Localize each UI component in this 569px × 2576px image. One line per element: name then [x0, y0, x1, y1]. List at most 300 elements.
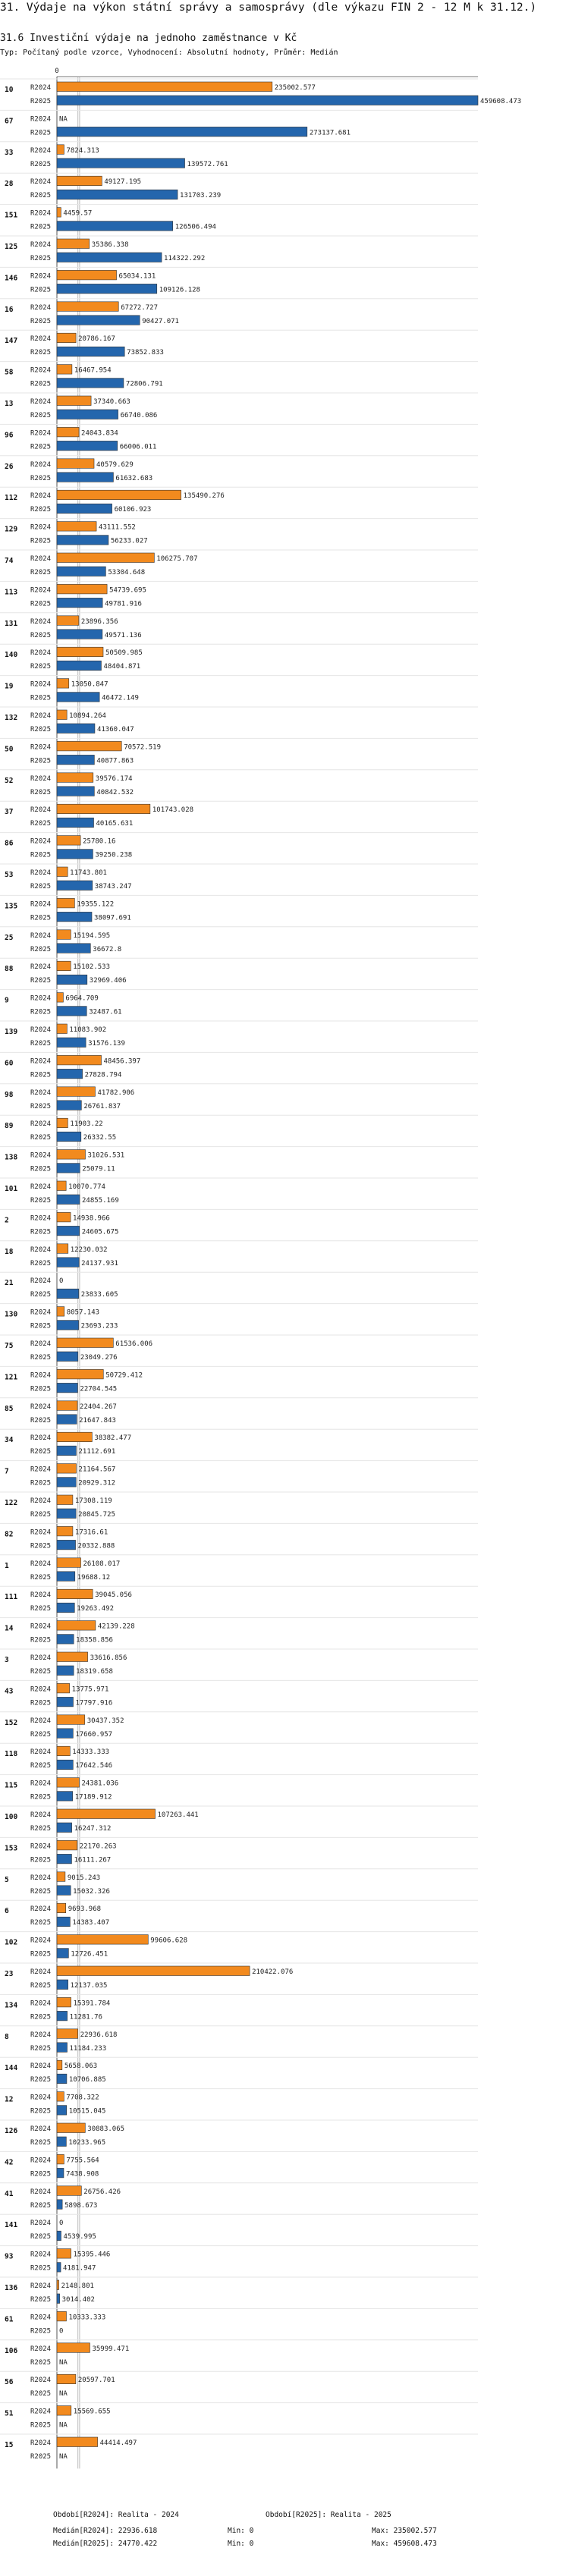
value-label-r2025: 73852.833: [127, 349, 164, 357]
category-label: 100: [5, 1813, 18, 1821]
bar-r2024: [57, 145, 64, 155]
bar-r2025: [57, 1069, 83, 1079]
value-label-r2025: 4539.995: [63, 2233, 96, 2241]
value-label-r2025: 109126.128: [159, 286, 200, 294]
series-label-r2024: R2024: [30, 1089, 52, 1097]
value-label-r2025: 23693.233: [80, 1322, 118, 1330]
bar-r2025: [57, 1258, 79, 1268]
series-label-r2024: R2024: [30, 366, 52, 375]
series-label-r2024: R2024: [30, 241, 52, 249]
series-label-r2025: R2025: [30, 2421, 52, 2430]
bar-r2024: [57, 2280, 59, 2290]
category-label: 50: [5, 745, 14, 754]
series-label-r2024: R2024: [30, 1308, 52, 1317]
category-label: 125: [5, 243, 18, 251]
category-label: 10: [5, 86, 14, 94]
value-label-r2025: 20332.888: [77, 1542, 115, 1550]
bar-r2024: [57, 2092, 64, 2102]
series-label-r2025: R2025: [30, 2358, 52, 2367]
value-label-r2025: 459608.473: [480, 98, 522, 105]
bar-r2024: [57, 1997, 71, 2007]
series-label-r2024: R2024: [30, 2188, 52, 2196]
value-label-r2025: 22704.545: [80, 1385, 118, 1393]
series-label-r2025: R2025: [30, 474, 52, 482]
value-label-r2025: 31576.139: [88, 1040, 125, 1048]
series-label-r2025: R2025: [30, 1919, 52, 1927]
series-label-r2024: R2024: [30, 586, 52, 595]
value-label-r2024: 7708.322: [66, 2094, 99, 2102]
value-label-r2024: 22404.267: [80, 1403, 117, 1411]
category-label: 14: [5, 1624, 14, 1633]
category-label: 112: [5, 494, 18, 503]
bar-r2024: [57, 1935, 148, 1945]
value-label-r2024: 12230.032: [70, 1246, 108, 1254]
series-label-r2025: R2025: [30, 1259, 52, 1268]
legend-r2024: Období[R2024]: Realita - 2024: [53, 2511, 179, 2519]
bar-r2024: [57, 1432, 92, 1442]
series-label-r2025: R2025: [30, 2044, 52, 2053]
series-label-r2024: R2024: [30, 806, 52, 815]
bar-r2024: [57, 2123, 85, 2133]
value-label-r2024: 17316.61: [74, 1528, 108, 1537]
bar-r2025: [57, 912, 92, 922]
category-label: 135: [5, 902, 18, 911]
series-label-r2024: R2024: [30, 2377, 52, 2385]
value-label-r2024: 33616.856: [90, 1654, 127, 1662]
category-label: 53: [5, 871, 14, 879]
bar-r2025: [57, 410, 118, 419]
series-label-r2024: R2024: [30, 335, 52, 344]
bar-r2025: [57, 567, 105, 576]
series-label-r2025: R2025: [30, 2013, 52, 2022]
value-label-r2024: 17308.119: [74, 1497, 112, 1505]
value-label-r2025: 60106.923: [114, 506, 152, 514]
category-label: 1: [5, 1561, 9, 1570]
value-label-r2024: 14938.966: [73, 1214, 110, 1223]
category-label: 134: [5, 2001, 18, 2010]
category-label: 111: [5, 1593, 18, 1602]
series-label-r2024: R2024: [30, 2251, 52, 2259]
series-label-r2024: R2024: [30, 1026, 52, 1034]
series-label-r2025: R2025: [30, 1385, 52, 1393]
series-label-r2025: R2025: [30, 1134, 52, 1142]
min-2025: Min: 0: [228, 2540, 254, 2548]
series-label-r2025: R2025: [30, 1856, 52, 1864]
value-label-r2024: 22170.263: [79, 1842, 117, 1851]
category-label: 13: [5, 400, 14, 408]
value-label-r2024: 135490.276: [183, 492, 225, 501]
bar-r2025: [57, 1478, 76, 1487]
value-label-r2024: 23896.356: [80, 617, 118, 626]
bar-r2024: [57, 2311, 66, 2321]
series-label-r2025: R2025: [30, 2233, 52, 2241]
category-label: 139: [5, 1028, 18, 1036]
series-label-r2024: R2024: [30, 303, 52, 312]
page-title: 31. Výdaje na výkon státní správy a samosprávy (dle výkazu FIN 2 - 12 M k 31.12.): [0, 2, 537, 14]
bar-r2025: [57, 2263, 61, 2273]
series-label-r2024: R2024: [30, 1340, 52, 1348]
category-label: 28: [5, 180, 14, 189]
category-label: 8: [5, 2032, 9, 2041]
value-label-r2024: 50729.412: [105, 1371, 143, 1380]
value-label-r2025: 126506.494: [174, 223, 216, 231]
bar-r2024: [57, 1652, 88, 1662]
bar-r2024: [57, 302, 118, 312]
value-label-r2024: 35386.338: [91, 241, 129, 249]
bar-r2025: [57, 755, 94, 765]
series-label-r2025: R2025: [30, 1699, 52, 1707]
category-label: 152: [5, 1718, 18, 1727]
category-label: 151: [5, 211, 18, 220]
bar-r2024: [57, 1715, 85, 1725]
value-label-r2024: 10333.333: [68, 2314, 106, 2322]
bar-r2025: [57, 2106, 67, 2116]
bar-r2025: [57, 159, 185, 168]
series-label-r2024: R2024: [30, 1371, 52, 1380]
bar-r2025: [57, 850, 93, 859]
value-label-r2024: 30437.352: [86, 1717, 124, 1725]
bar-r2024: [57, 930, 71, 940]
value-label-r2025: 21647.843: [79, 1416, 116, 1425]
category-label: 141: [5, 2221, 18, 2230]
series-label-r2024: R2024: [30, 680, 52, 689]
series-label-r2024: R2024: [30, 146, 52, 155]
bar-r2025: [57, 1792, 73, 1802]
value-label-na: NA: [59, 115, 68, 124]
series-label-r2024: R2024: [30, 963, 52, 972]
category-label: 56: [5, 2378, 14, 2387]
bar-r2025: [57, 1572, 75, 1582]
bar-r2025: [57, 379, 124, 388]
value-label-r2025: 139572.761: [187, 160, 228, 168]
series-label-r2025: R2025: [30, 1636, 52, 1645]
bar-r2024: [57, 1464, 77, 1474]
category-label: 89: [5, 1122, 14, 1131]
value-label-r2024: 20786.167: [78, 335, 115, 344]
series-label-r2025: R2025: [30, 883, 52, 891]
value-label-r2025: 20929.312: [78, 1479, 116, 1487]
series-label-r2025: R2025: [30, 160, 52, 168]
bar-r2025: [57, 1132, 81, 1142]
series-label-r2025: R2025: [30, 255, 52, 262]
value-label-r2024: 15391.784: [73, 2000, 111, 2008]
value-label-r2025: 32487.61: [89, 1008, 122, 1016]
bar-r2025: [57, 787, 94, 796]
series-label-r2024: R2024: [30, 1183, 52, 1191]
value-label-r2024: 41782.906: [97, 1089, 135, 1097]
series-label-r2025: R2025: [30, 820, 52, 828]
bar-r2024: [57, 333, 76, 343]
bar-r2024: [57, 1150, 85, 1160]
bar-r2025: [57, 253, 162, 262]
bar-r2024: [57, 836, 80, 846]
category-label: 96: [5, 431, 14, 440]
value-label-r2025: 24605.675: [81, 1228, 119, 1236]
value-label-r2024: 13050.847: [71, 680, 108, 689]
bar-r2025: [57, 2231, 61, 2241]
bar-r2025: [57, 1352, 78, 1362]
category-label: 74: [5, 557, 14, 565]
series-label-r2025: R2025: [30, 914, 52, 922]
category-label: 118: [5, 1750, 18, 1759]
series-label-r2025: R2025: [30, 1291, 52, 1299]
category-label: 131: [5, 619, 18, 628]
series-label-r2024: R2024: [30, 2031, 52, 2039]
category-label: 121: [5, 1373, 18, 1382]
category-label: 3: [5, 1656, 9, 1664]
series-label-r2024: R2024: [30, 2219, 52, 2228]
series-label-r2024: R2024: [30, 712, 52, 720]
category-label: 2: [5, 1216, 9, 1225]
bar-r2025: [57, 2137, 66, 2147]
value-label-r2024: 22936.618: [80, 2031, 118, 2039]
series-label-r2024: R2024: [30, 1403, 52, 1411]
series-label-r2024: R2024: [30, 1497, 52, 1505]
value-label-r2024: 15102.533: [73, 963, 111, 972]
value-label-r2024: 0: [59, 2219, 64, 2228]
series-label-r2024: R2024: [30, 1151, 52, 1160]
value-label-r2025: 49781.916: [105, 600, 142, 608]
value-label-r2024: 26756.426: [83, 2188, 121, 2196]
value-label-r2025: 38097.691: [94, 914, 131, 922]
bar-r2025: [57, 661, 101, 671]
value-label-r2025: 19688.12: [77, 1573, 111, 1582]
category-label: 93: [5, 2252, 14, 2261]
value-label-r2025: 16111.267: [74, 1856, 112, 1864]
bar-r2024: [57, 1401, 77, 1411]
value-label-r2025: 114322.292: [164, 255, 206, 262]
category-label: 42: [5, 2158, 14, 2167]
series-label-r2025: R2025: [30, 788, 52, 796]
series-label-r2024: R2024: [30, 1560, 52, 1568]
value-label-r2025: 18319.658: [76, 1668, 113, 1676]
series-label-r2024: R2024: [30, 2345, 52, 2353]
series-label-r2025: R2025: [30, 663, 52, 671]
chart-subtitle: 31.6 Investiční výdaje na jednoho zaměstnance v Kč: [0, 33, 297, 44]
legend-r2025: Období[R2025]: Realita - 2025: [266, 2511, 391, 2519]
bar-r2025: [57, 127, 307, 137]
value-label-r2024: 5658.063: [64, 2062, 98, 2071]
value-label-na: NA: [59, 2358, 68, 2367]
series-label-r2024: R2024: [30, 1434, 52, 1443]
bar-r2025: [57, 1729, 73, 1739]
value-label-r2025: 18358.856: [76, 1636, 113, 1645]
value-label-r2025: 17660.957: [75, 1730, 113, 1739]
series-label-r2024: R2024: [30, 1465, 52, 1474]
chart-note: Typ: Počítaný podle vzorce, Vyhodnocení: Absolutní hodnoty, Průměr: Medián: [0, 49, 338, 57]
series-label-r2024: R2024: [30, 1811, 52, 1819]
category-label: 6: [5, 1907, 9, 1916]
bar-r2024: [57, 2029, 78, 2039]
value-label-r2024: 70572.519: [124, 743, 162, 752]
value-label-r2025: 26332.55: [83, 1134, 117, 1142]
bar-r2025: [57, 1697, 73, 1707]
median-2024: Medián[R2024]: 22936.618: [53, 2527, 158, 2535]
series-label-r2025: R2025: [30, 569, 52, 576]
category-label: 23: [5, 1970, 14, 1978]
value-label-r2025: 24137.931: [81, 1259, 118, 1268]
value-label-r2024: 9693.968: [68, 1905, 102, 1914]
bar-r2025: [57, 347, 124, 357]
value-label-r2024: 107263.441: [157, 1811, 199, 1819]
category-label: 106: [5, 2346, 18, 2355]
bar-r2024: [57, 1840, 77, 1850]
value-label-r2024: 61536.006: [115, 1340, 153, 1348]
bar-r2024: [57, 867, 68, 877]
bar-r2025: [57, 1540, 76, 1550]
value-label-r2025: 10233.965: [68, 2139, 106, 2147]
bar-r2024: [57, 1589, 93, 1599]
bar-r2024: [57, 804, 150, 814]
series-label-r2025: R2025: [30, 380, 52, 388]
bar-r2024: [57, 1338, 113, 1348]
value-label-r2025: 49571.136: [104, 631, 142, 639]
category-label: 147: [5, 337, 18, 346]
bar-r2025: [57, 1321, 79, 1330]
bar-r2024: [57, 522, 96, 532]
series-label-r2024: R2024: [30, 523, 52, 532]
value-label-na: NA: [59, 2390, 68, 2399]
value-label-r2024: 54739.695: [109, 586, 146, 595]
bar-r2024: [57, 2186, 81, 2196]
series-label-r2025: R2025: [30, 2201, 52, 2210]
bar-r2024: [57, 1369, 103, 1379]
bar-r2024: [57, 2154, 64, 2164]
bar-r2025: [57, 1038, 86, 1048]
series-label-r2024: R2024: [30, 1057, 52, 1066]
bar-r2024: [57, 1307, 64, 1317]
bar-r2025: [57, 1603, 74, 1613]
series-label-r2025: R2025: [30, 2170, 52, 2179]
series-label-r2025: R2025: [30, 851, 52, 859]
bar-r2024: [57, 2437, 98, 2447]
bar-r2024: [57, 2406, 71, 2416]
series-label-r2024: R2024: [30, 115, 52, 124]
series-label-r2025: R2025: [30, 694, 52, 702]
value-label-r2025: 48404.871: [103, 663, 141, 671]
value-label-r2024: 65034.131: [118, 272, 156, 281]
series-label-r2025: R2025: [30, 726, 52, 734]
bar-r2025: [57, 1917, 70, 1927]
bar-r2024: [57, 1055, 102, 1065]
value-label-r2025: 131703.239: [180, 192, 222, 200]
bar-r2024: [57, 1212, 71, 1222]
bar-r2025: [57, 1415, 77, 1425]
bar-r2025: [57, 1289, 79, 1299]
value-label-r2024: 31026.531: [87, 1151, 125, 1160]
value-label-r2024: 25780.16: [83, 837, 116, 846]
bar-r2025: [57, 316, 140, 325]
bar-r2024: [57, 993, 63, 1003]
value-label-r2024: 48456.397: [103, 1057, 141, 1066]
series-label-r2024: R2024: [30, 2314, 52, 2322]
series-label-r2024: R2024: [30, 617, 52, 626]
bar-r2025: [57, 1635, 74, 1645]
bar-r2025: [57, 598, 102, 608]
bar-r2025: [57, 1195, 80, 1205]
bar-r2024: [57, 741, 121, 751]
series-label-r2025: R2025: [30, 600, 52, 608]
category-label: 26: [5, 462, 14, 471]
series-label-r2024: R2024: [30, 429, 52, 438]
bar-r2024: [57, 208, 61, 218]
value-label-r2024: 6964.709: [65, 994, 99, 1003]
series-label-r2025: R2025: [30, 757, 52, 765]
value-label-r2024: 16467.954: [74, 366, 112, 375]
series-label-r2025: R2025: [30, 223, 52, 231]
bar-r2024: [57, 490, 181, 500]
bar-r2024: [57, 773, 93, 783]
bar-r2024: [57, 2060, 62, 2070]
value-label-r2024: 14333.333: [72, 1748, 110, 1757]
bar-r2025: [57, 944, 90, 953]
bar-r2024: [57, 553, 154, 563]
value-label-r2024: 24043.834: [81, 429, 118, 438]
value-label-r2024: 50509.985: [105, 649, 143, 658]
series-label-r2024: R2024: [30, 272, 52, 281]
category-label: 122: [5, 1499, 18, 1507]
category-label: 33: [5, 148, 14, 157]
series-label-r2025: R2025: [30, 1668, 52, 1676]
value-label-r2025: 15032.326: [73, 1887, 110, 1896]
bar-r2024: [57, 2343, 90, 2353]
bar-r2024: [57, 1495, 73, 1505]
series-label-r2025: R2025: [30, 2107, 52, 2116]
value-label-r2024: 19355.122: [77, 900, 115, 909]
value-label-r2025: 66740.086: [120, 412, 158, 419]
bar-r2024: [57, 1683, 70, 1693]
series-label-r2024: R2024: [30, 837, 52, 846]
category-label: 19: [5, 682, 14, 691]
bar-r2024: [57, 647, 103, 657]
value-label-r2025: 66006.011: [119, 443, 157, 451]
series-label-r2025: R2025: [30, 1479, 52, 1487]
value-label-r2024: 106275.707: [156, 555, 198, 563]
value-label-r2025: 7438.908: [65, 2170, 99, 2179]
value-label-r2024: 8057.143: [66, 1308, 100, 1317]
series-label-r2024: R2024: [30, 2439, 52, 2447]
bar-r2025: [57, 1823, 72, 1833]
bar-r2024: [57, 2374, 76, 2384]
bar-r2025: [57, 1383, 77, 1393]
series-label-r2025: R2025: [30, 631, 52, 639]
category-label: 7: [5, 1467, 9, 1476]
series-label-r2024: R2024: [30, 2094, 52, 2102]
bar-r2024: [57, 1558, 81, 1568]
category-label: 5: [5, 1875, 9, 1884]
category-label: 12: [5, 2095, 14, 2104]
bar-r2024: [57, 1872, 65, 1882]
series-label-r2025: R2025: [30, 2327, 52, 2336]
value-label-r2024: 2148.801: [61, 2282, 94, 2290]
value-label-r2025: 27828.794: [84, 1071, 122, 1079]
series-label-r2025: R2025: [30, 1730, 52, 1739]
bar-r2024: [57, 1024, 67, 1034]
bar-r2024: [57, 616, 79, 626]
value-label-r2025: 4181.947: [63, 2264, 96, 2273]
bar-r2024: [57, 1244, 68, 1254]
bar-r2025: [57, 2294, 60, 2304]
value-label-r2025: 90427.071: [142, 317, 179, 325]
category-label: 85: [5, 1404, 14, 1413]
series-label-r2024: R2024: [30, 649, 52, 658]
series-label-r2024: R2024: [30, 555, 52, 563]
value-label-r2024: 10070.774: [68, 1183, 105, 1191]
value-label-r2025: 40165.631: [96, 820, 134, 828]
value-label-r2025: 21112.691: [78, 1448, 116, 1456]
series-label-r2025: R2025: [30, 2076, 52, 2084]
value-label-r2025: 19263.492: [77, 1605, 115, 1613]
